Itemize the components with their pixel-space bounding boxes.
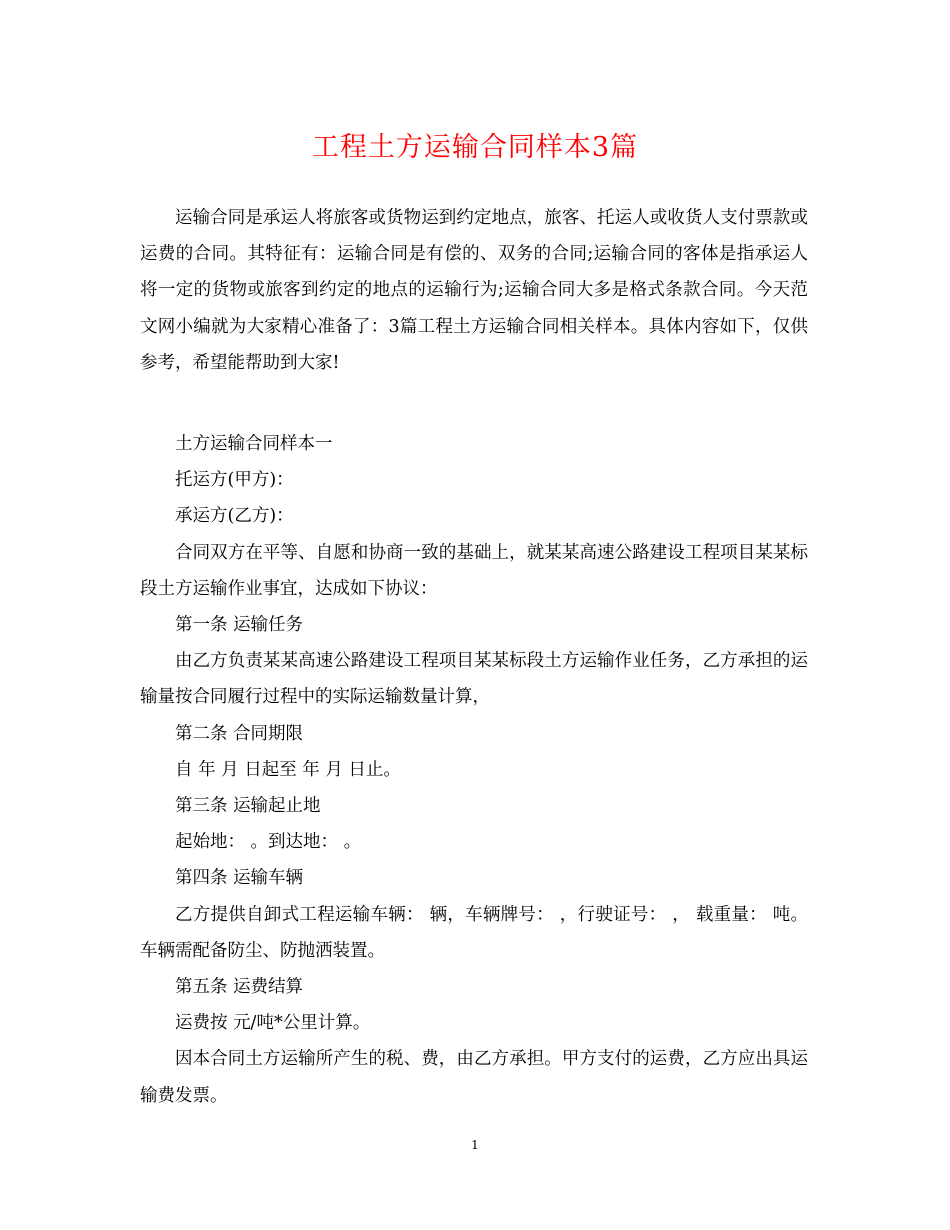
- article-2-heading: 第二条 合同期限: [175, 723, 304, 744]
- article-2-text: 自 年 月 日起至 年 月 日止。: [175, 759, 401, 780]
- article-4-text: 乙方提供自卸式工程运输车辆： 辆，车辆牌号： ，行驶证号： ， 载重量： 吨。车辆需配备防尘、防抛洒装置。: [140, 904, 808, 961]
- document-body: [140, 200, 808, 1114]
- article-5-text-1: 运费按 元/吨*公里计算。: [175, 1013, 371, 1034]
- article-1-text: 由乙方负责某某高速公路建设工程项目某某标段土方运输作业任务，乙方承担的运输量按合同履行过程中的实际运输数量计算，: [140, 651, 808, 708]
- article-3-text: 起始地： 。到达地： 。: [175, 832, 362, 853]
- article-5-text-2: 因本合同土方运输所产生的税、费，由乙方承担。甲方支付的运费，乙方应出具运输费发票。: [140, 1049, 808, 1106]
- article-5-heading: 第五条 运费结算: [175, 977, 304, 998]
- sample-heading: 土方运输合同样本一: [175, 434, 333, 455]
- article-4-heading: 第四条 运输车辆: [175, 868, 304, 889]
- party-b-line: 承运方(乙方)：: [175, 506, 294, 527]
- page-number: 1: [471, 1138, 479, 1152]
- article-3-heading: 第三条 运输起止地: [175, 796, 321, 817]
- agreement-paragraph: 合同双方在平等、自愿和协商一致的基础上，就某某高速公路建设工程项目某某标段土方运输作业事宜，达成如下协议：: [140, 542, 808, 599]
- intro-paragraph: 运输合同是承运人将旅客或货物运到约定地点，旅客、托运人或收货人支付票款或运费的合同。其特征有：运输合同是有偿的、双务的合同;运输合同的客体是指承运人将一定的货物或旅客到约定的地点的运输行为;运输合同大多是格式条款合同。今天范文网小编就为大家精心准备了：3篇工程土方运输合同相关样本。具体内容如下，仅供参考，希望能帮助到大家!: [140, 208, 808, 373]
- article-1-heading: 第一条 运输任务: [175, 615, 304, 636]
- party-a-line: 托运方(甲方)：: [175, 470, 294, 491]
- document-title: 工程土方运输合同样本3篇: [311, 132, 639, 163]
- paragraph-gap: [140, 381, 808, 426]
